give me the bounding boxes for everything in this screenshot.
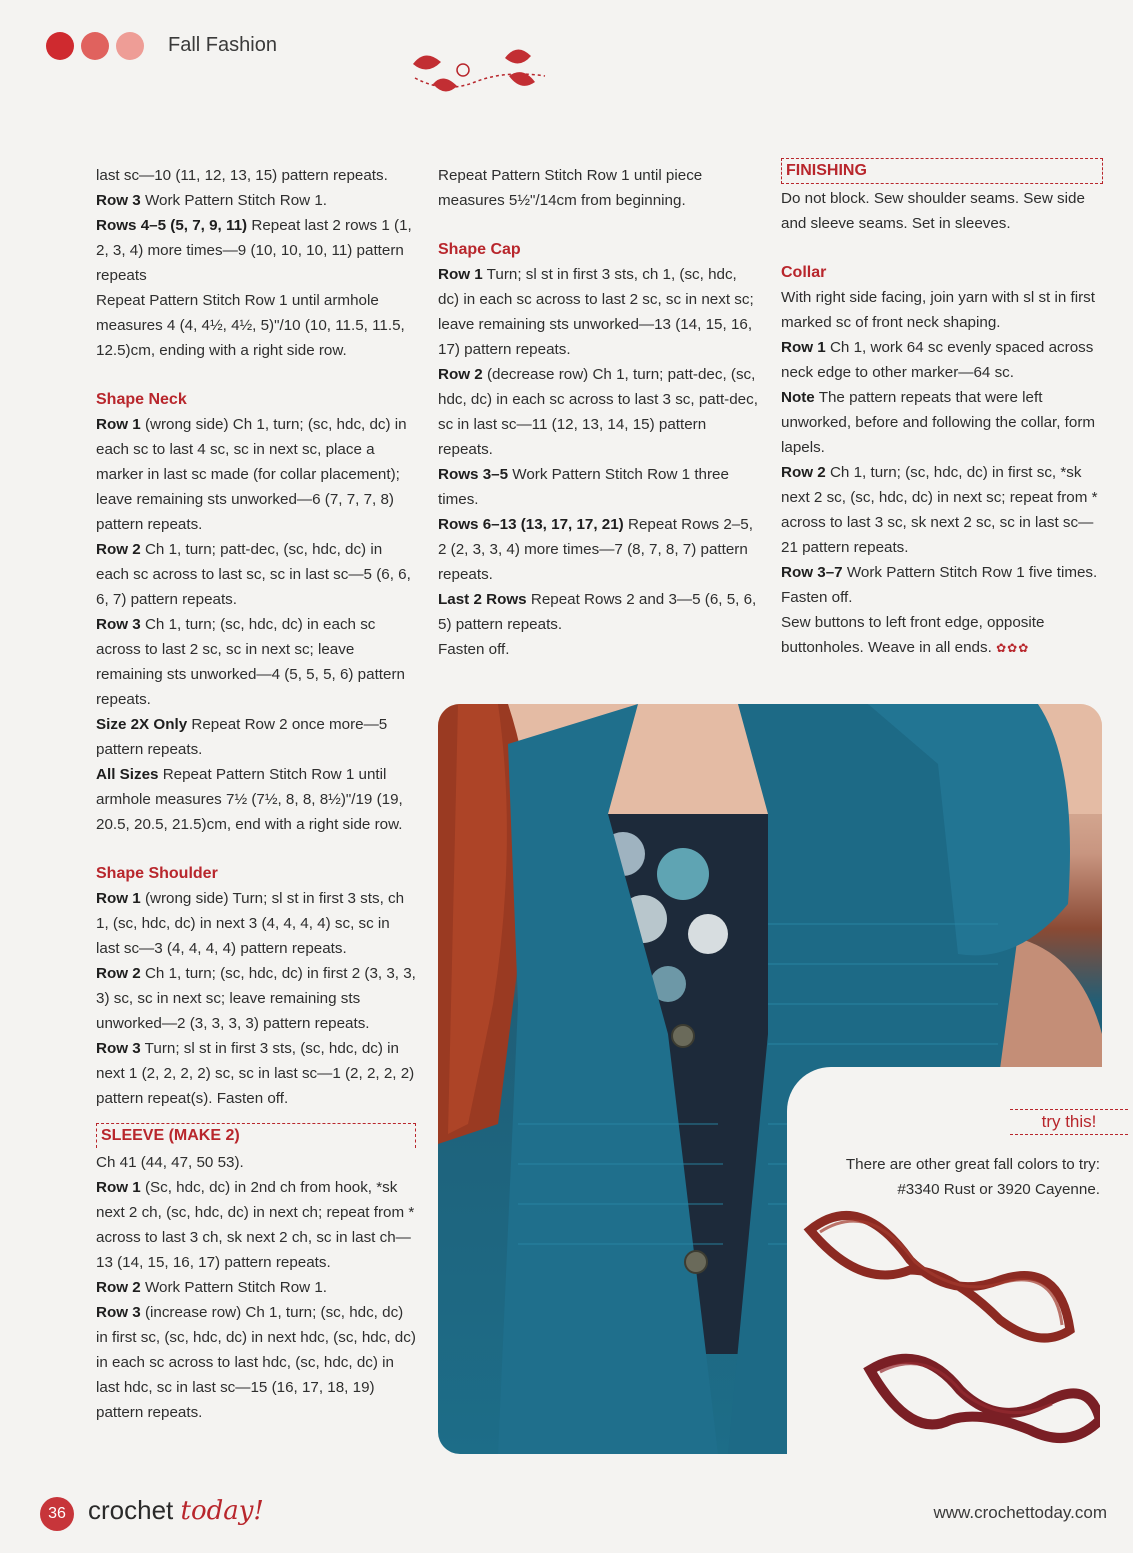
yarn-skeins-icon [800,1200,1100,1460]
try-this-label: try this! [1010,1109,1128,1135]
row-label: Rows 4–5 (5, 7, 9, 11) [96,217,248,234]
row-instruction [96,886,416,961]
row-label: Row 3–7 [781,564,843,581]
button-2-icon [685,1251,707,1273]
row-label: Rows 6–13 (13, 17, 17, 21) [438,516,624,533]
row-text: Work Pattern Stitch Row 1 three times. [438,466,729,508]
row-text: Turn; sl st in first 3 sts, (sc, hdc, dc) in next 1 (2, 2, 2, 2) sc, sc in last sc—1 (2, 2, 2, 2) pattern repeat(s). Fasten off. [96,1040,415,1107]
row-text: Ch 1, turn; (sc, hdc, dc) in first sc, *sk next 2 sc, (sc, hdc, dc) in next sc; repeat from * across to last 3 sc, sk next 2 sc, sc in last sc—21 pattern repeats. [781,464,1098,556]
row-instruction [96,762,416,837]
shape-cap-heading: Shape Cap [438,241,521,258]
row-instruction [96,213,416,288]
row-label: Size 2X Only [96,716,188,733]
shape-neck-heading: Shape Neck [96,391,187,408]
row-instruction [438,512,760,587]
row-instruction [96,188,416,213]
row-label: Row 2 [781,464,826,481]
row-text: Repeat Pattern Stitch Row 1 until armhole measures 7½ (7½, 8, 8, 8½)"/19 (19, 20.5, 20.5, 21.5)cm, end with a right side row. [96,766,403,833]
text-finishing: Do not block. Sew shoulder seams. Sew side and sleeve seams. Set in sleeves. [781,190,1085,232]
row-instruction [781,335,1103,385]
row-label: Row 2 [96,965,141,982]
row-text: Repeat Row 2 once more—5 pattern repeats. [96,716,388,758]
row-label: Row 3 [96,192,141,209]
column-1 [96,163,416,1425]
row-instruction [96,961,416,1036]
row-text: Work Pattern Stitch Row 1. [140,1279,327,1296]
text-fasten: Fasten off. [781,589,853,606]
website-url[interactable]: www.crochettoday.com [933,1503,1107,1522]
row-label: Row 3 [96,1304,141,1321]
header-dot-2 [81,32,109,60]
text-p4: Repeat Pattern Stitch Row 1 until armhole measures 4 (4, 4½, 4½, 5)"/10 (10, 11.5, 11.5, 12.5)cm, ending with a right side row. [96,292,405,359]
note [781,385,1103,460]
text-p1: Repeat Pattern Stitch Row 1 until piece measures 5½"/14cm from beginning. [438,167,703,209]
column-3 [781,158,1103,661]
row-text: Repeat Rows 2 and 3—5 (6, 5, 6, 5) pattern repeats. [438,591,757,633]
header-dot-3 [116,32,144,60]
row-label: Row 1 [438,266,483,283]
text-chain: Ch 41 (44, 47, 50 53). [96,1154,244,1171]
finishing-heading: FINISHING [781,158,1103,184]
row-text: (decrease row) Ch 1, turn; patt-dec, (sc, hdc, dc) in each sc across to last 3 sc, patt-dec, sc in last sc—11 (12, 13, 14, 15) pattern repeats. [438,366,758,458]
row-instruction [96,712,416,762]
page-number: 36 [40,1497,74,1531]
row-label: Row 1 [96,890,141,907]
row-instruction [781,460,1103,560]
row-instruction [438,262,760,362]
row-text: Work Pattern Stitch Row 1. [140,192,327,209]
row-instruction [96,1275,416,1300]
row-instruction [96,1036,416,1111]
text-p1: last sc—10 (11, 12, 13, 15) pattern repeats. [96,167,388,184]
leaf-ornament-icon [405,42,555,104]
row-label: All Sizes [96,766,159,783]
row-text: (wrong side) Ch 1, turn; (sc, hdc, dc) in each sc to last 4 sc, sc in next sc, place a marker in last sc made (for collar placement); leave remaining sts unworked—6 (7, 7, 7, 8) pattern repeats. [96,416,407,533]
row-text: Ch 1, turn; (sc, hdc, dc) in first 2 (3, 3, 3, 3) sc, sc in next sc; leave remaining sts unworked—2 (3, 3, 3, 3) pattern repeats. [96,965,416,1032]
row-label: Row 1 [96,416,141,433]
brand-word-1: crochet [88,1495,174,1525]
shape-shoulder-heading: Shape Shoulder [96,865,218,882]
text-collar-intro: With right side facing, join yarn with sl st in first marked sc of front neck shaping. [781,289,1095,331]
row-text: Turn; sl st in first 3 sts, ch 1, (sc, hdc, dc) in each sc across to last 2 sc, sc in next sc; leave remaining sts unworked—13 (14, 15, 16, 17) pattern repeats. [438,266,754,358]
row-instruction [96,412,416,537]
row-text: Work Pattern Stitch Row 1 five times. [842,564,1098,581]
collar-heading: Collar [781,264,827,281]
note-text: The pattern repeats that were left unworked, before and following the collar, form lapels. [781,389,1096,456]
row-text: Ch 1, work 64 sc evenly spaced across neck edge to other marker—64 sc. [781,339,1094,381]
row-instruction [96,1175,416,1275]
row-text: Ch 1, turn; patt-dec, (sc, hdc, dc) in each sc across to last sc, sc in last sc—5 (6, 6, 6, 7) pattern repeats. [96,541,411,608]
row-label: Row 2 [96,1279,141,1296]
row-instruction [96,612,416,712]
brand-word-2: today! [180,1496,264,1526]
section-title: Fall Fashion [168,34,277,56]
row-text: (Sc, hdc, dc) in 2nd ch from hook, *sk next 2 ch, (sc, hdc, dc) in next ch; repeat from * across to last 3 ch, sk next 2 ch, sc in last ch—13 (14, 15, 16, 17) pattern repeats. [96,1179,415,1271]
row-label: Last 2 Rows [438,591,527,608]
row-label: Rows 3–5 [438,466,509,483]
text-buttons-content: Sew buttons to left front edge, opposite buttonholes. Weave in all ends. [781,614,1045,656]
header-dots [46,32,144,60]
row-instruction [438,587,760,637]
try-this-line-2: #3340 Rust or 3920 Cayenne. [897,1181,1100,1198]
button-1-icon [672,1025,694,1047]
row-label: Row 1 [781,339,826,356]
header-dot-1 [46,32,74,60]
row-text: Repeat last 2 rows 1 (1, 2, 3, 4) more times—9 (10, 10, 10, 11) pattern repeats [96,217,412,284]
note-label: Note [781,389,815,406]
row-text: (wrong side) Turn; sl st in first 3 sts, ch 1, (sc, hdc, dc) in next 3 (4, 4, 4, 4) sc, sc in last sc—3 (4, 4, 4, 4) pattern repeats. [96,890,405,957]
text-fasten: Fasten off. [438,641,510,658]
row-instruction [438,462,760,512]
row-text: (increase row) Ch 1, turn; (sc, hdc, dc) in first sc, (sc, hdc, dc) in next hdc, (sc, hdc, dc) in each sc across to last hdc, (sc, hdc, dc) in last hdc, sc in last sc—15 (16, 17, 18, 19) pattern repeats. [96,1304,416,1421]
try-this-text [790,1152,1100,1202]
sleeve-heading: SLEEVE (MAKE 2) [96,1123,416,1148]
row-label: Row 3 [96,616,141,633]
end-mark-icon: ✿✿✿ [991,641,1030,655]
row-label: Row 2 [438,366,483,383]
row-label: Row 1 [96,1179,141,1196]
row-text: Repeat Rows 2–5, 2 (2, 3, 3, 4) more times—7 (8, 7, 8, 7) pattern repeats. [438,516,753,583]
row-label: Row 3 [96,1040,141,1057]
row-instruction [781,560,1103,585]
column-2 [438,163,760,662]
row-text: Ch 1, turn; (sc, hdc, dc) in each sc across to last 2 sc, sc in next sc; leave remaining sts unworked—4 (5, 5, 5, 6) pattern repeats. [96,616,405,708]
text-buttons [781,610,1103,661]
try-this-line-1: There are other great fall colors to try: [845,1156,1100,1173]
brand-logo [88,1495,264,1526]
row-instruction [438,362,760,462]
row-label: Row 2 [96,541,141,558]
row-instruction [96,1300,416,1425]
row-instruction [96,537,416,612]
